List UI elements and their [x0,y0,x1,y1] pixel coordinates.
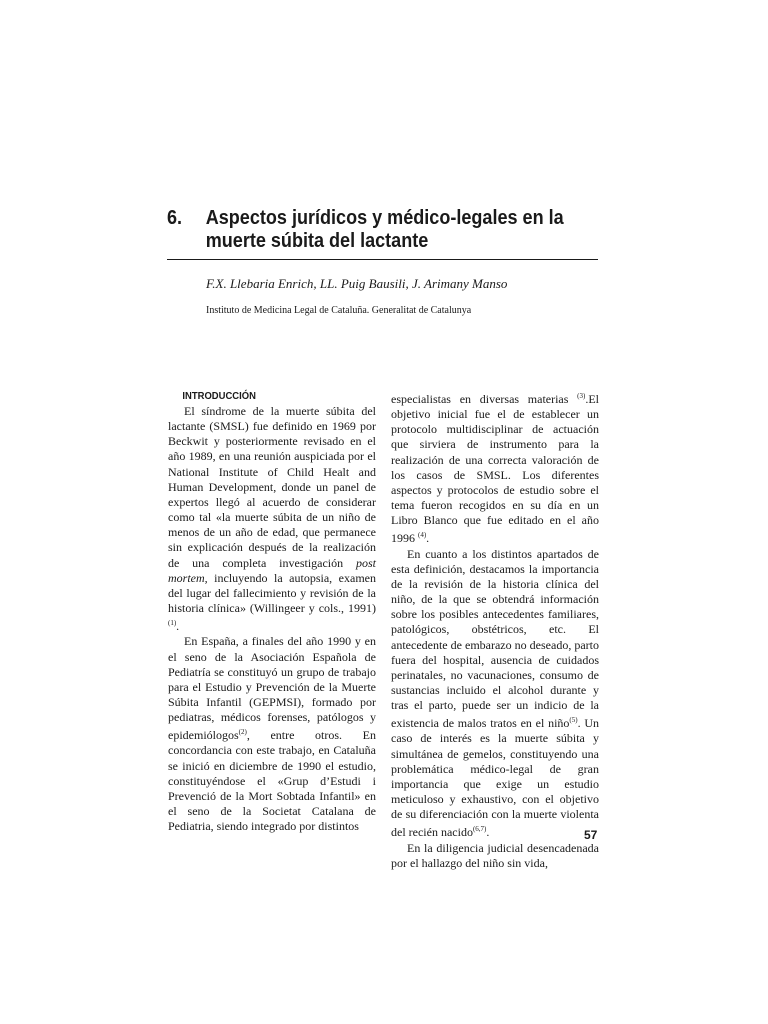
page-number: 57 [584,828,598,842]
paragraph-4: En la diligencia judicial desencadenada por el hallazgo del niño sin vida, [391,840,599,870]
chapter-title [167,206,564,252]
paragraph-1: El síndrome de la muerte súbita del lactante (SMSL) fue definido en 1969 por Beckwit y posteriormente revisado en el año 1989, en una reunión auspiciada por el National Institute of Child Healt and Human Development, donde un panel de expertos llegó al acuerdo de considerar como tal «la muerte súbita de un niño de menos de un año de edad, que permanece sin explicación después de la realización de una completa investigación post mortem, incluyendo la autopsia, examen del lugar del fallecimiento y revisión de la historia clínica» (Willingeer y cols., 1991)$^{(1)}$. [168,404,376,634]
text-column-right [391,389,599,871]
authors: F.X. Llebaria Enrich, LL. Puig Bausili, J. Arimany Manso [206,276,508,291]
paragraph-2: En España, a finales del año 1990 y en el seno de la Asociación Española de Pediatría se constituyó un grupo de trabajo para el Estudio y Prevención de la Muerte Súbita Infantil (GEPMSI), formado por pediatras, médicos forenses, patólogos y epidemiólogos$^{(2)}$, entre otros. En concordancia con este trabajo, en Cataluña se inició en diciembre de 1990 el estudio, constituyéndose el «Grup d’Estudi i Prevenció de la Mort Sobtada Infantil» en el seno de la Societat Catalana de Pediatria, siendo integrado por distintos [168,634,376,834]
text-column-left [168,389,376,834]
chapter-title-text: Aspectos jurídicos y médico-legales en la muerte súbita del lactante [205,206,564,252]
paragraph-3: En cuanto a los distintos apartados de esta definición, destacamos la importancia de la revisión de la historia clínica del niño, de la que se obtendrá información sobre los posibles antecedentes familiares, patológicos, obstétricos, etc. El antecedente de embarazo no deseado, parto fuera del hospital, ausencia de cuidados perinatales, no vacunaciones, consumo de sustancias incluido el alcohol durante y tras el parto, puede ser un indicio de la existencia de malos tratos en el niño$^{(5)}$. Un caso de interés es la muerte súbita y simultánea de gemelos, constituyendo una problemática médico-legal de gran importancia que exige un estudio meticuloso y exhaustivo, con el objetivo de su diferenciación con la muerte violenta del recién nacido$^{(6,7)}$. [391,546,600,840]
section-heading: INTRODUCCIÓN [182,390,256,402]
affiliation: Instituto de Medicina Legal de Cataluña. Generalitat de Catalunya [206,305,472,316]
title-divider [167,259,598,260]
chapter-number: 6. [167,206,183,229]
paragraph-2-continued: especialistas en diversas materias $^{(3)}$.El objetivo inicial fue el de establecer un protocolo multidisciplinar de actuación que sirviera de instrumento para la realización de una correcta valoración de los casos de SMSL. Los diferentes aspectos y protocolos de estudio sobre el tema fueron recogidos en su día en un Libro Blanco que fue editado en el año 1996 $^{(4)}$. [391,392,599,546]
